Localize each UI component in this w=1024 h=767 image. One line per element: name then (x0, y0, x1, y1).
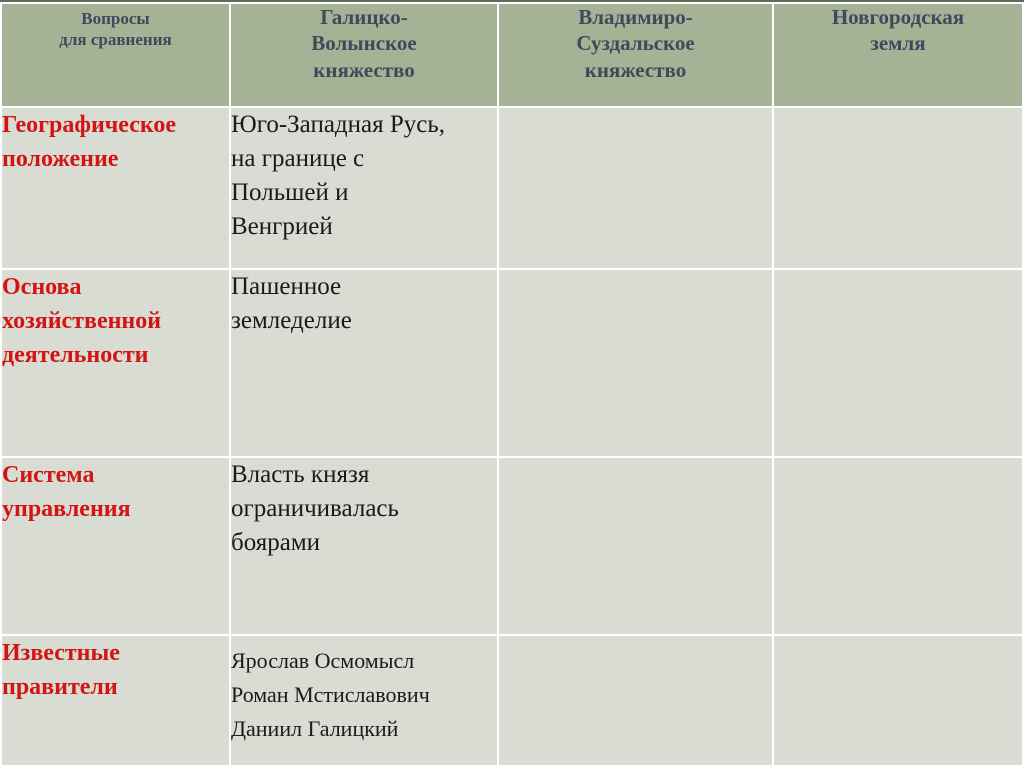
answer-cell-vladimir (498, 269, 773, 457)
header-novgorod: Новгородская земля (773, 3, 1023, 107)
header-questions: Вопросы для сравнения (1, 3, 230, 107)
answer-cell-novgorod (773, 269, 1023, 457)
question-cell: Географическое положение (1, 107, 230, 269)
question-cell: Основа хозяйственной деятельности (1, 269, 230, 457)
comparison-table (0, 2, 1024, 767)
header-galicia-volhynia: Галицко- Волынское княжество (230, 3, 498, 107)
answer-cell-novgorod (773, 635, 1023, 766)
header-vladimir-suzdal: Владимиро- Суздальское княжество (498, 3, 773, 107)
answer-cell-vladimir (498, 107, 773, 269)
question-cell: Известные правители (1, 635, 230, 766)
answer-cell-galicia: Пашенное земледелие (230, 269, 498, 457)
answer-cell-galicia: Ярослав Осмомысл Роман Мстиславович Даниил Галицкий (230, 635, 498, 766)
answer-cell-vladimir (498, 457, 773, 635)
table-row (1, 635, 1023, 766)
header-row (1, 3, 1023, 107)
answer-cell-galicia: Власть князя ограничивалась боярами (230, 457, 498, 635)
table-row (1, 107, 1023, 269)
answer-cell-galicia: Юго-Западная Русь, на границе с Польшей и Венгрией (230, 107, 498, 269)
answer-cell-novgorod (773, 107, 1023, 269)
question-cell: Система управления (1, 457, 230, 635)
answer-cell-novgorod (773, 457, 1023, 635)
table-row (1, 457, 1023, 635)
table-row (1, 269, 1023, 457)
answer-cell-vladimir (498, 635, 773, 766)
